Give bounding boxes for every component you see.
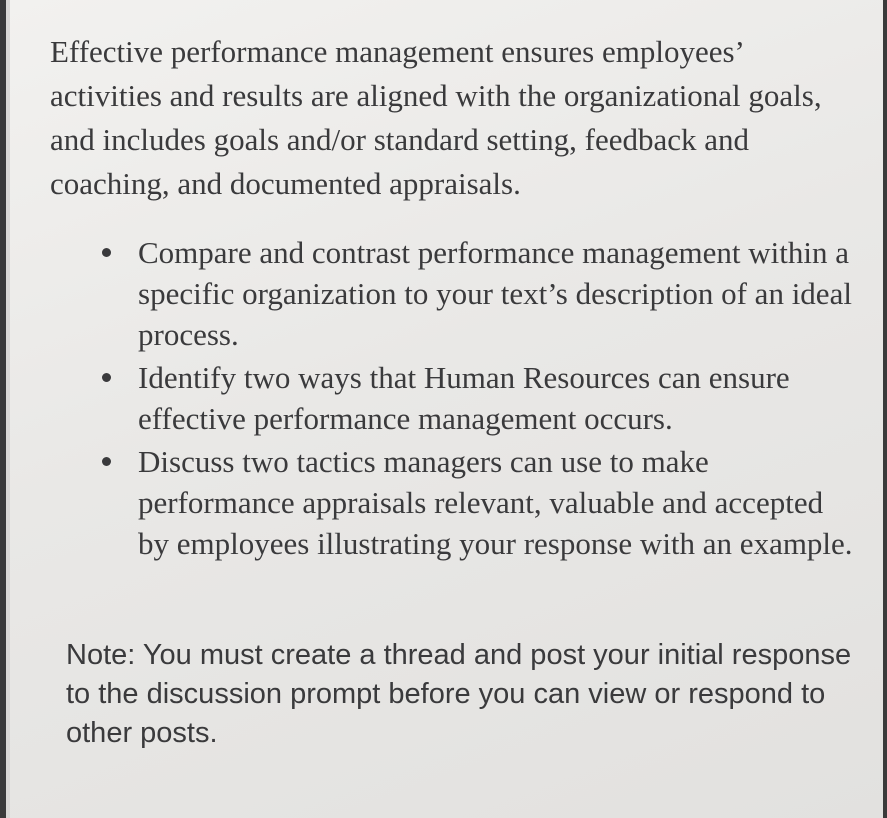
bullet-icon: [102, 248, 111, 257]
prompt-bullet-list: [100, 232, 860, 566]
bullet-icon: [102, 457, 111, 466]
intro-paragraph: Effective performance management ensures employees’ activities and results are aligned with the organizational goals, and includes goals and/or standard setting, feedback and coaching, and documented appraisals.: [50, 34, 822, 201]
bullet-text: Compare and contrast performance management within a specific organization to your text’s description of an ideal process.: [138, 235, 852, 352]
bullet-item: [100, 232, 860, 355]
note-text: Note: You must create a thread and post your initial response to the discussion prompt before you can view or respond to other posts.: [66, 639, 852, 749]
bullet-text: Discuss two tactics managers can use to make performance appraisals relevant, valuable and accepted by employees illustrating your response with an example.: [138, 444, 853, 561]
bullet-text: Identify two ways that Human Resources can ensure effective performance management occurs.: [138, 360, 790, 436]
bullet-icon: [102, 373, 111, 382]
bullet-item: [100, 357, 860, 439]
photo-right-edge: [883, 0, 887, 818]
bullet-item: [100, 441, 860, 564]
discussion-prompt-panel: [6, 0, 883, 818]
